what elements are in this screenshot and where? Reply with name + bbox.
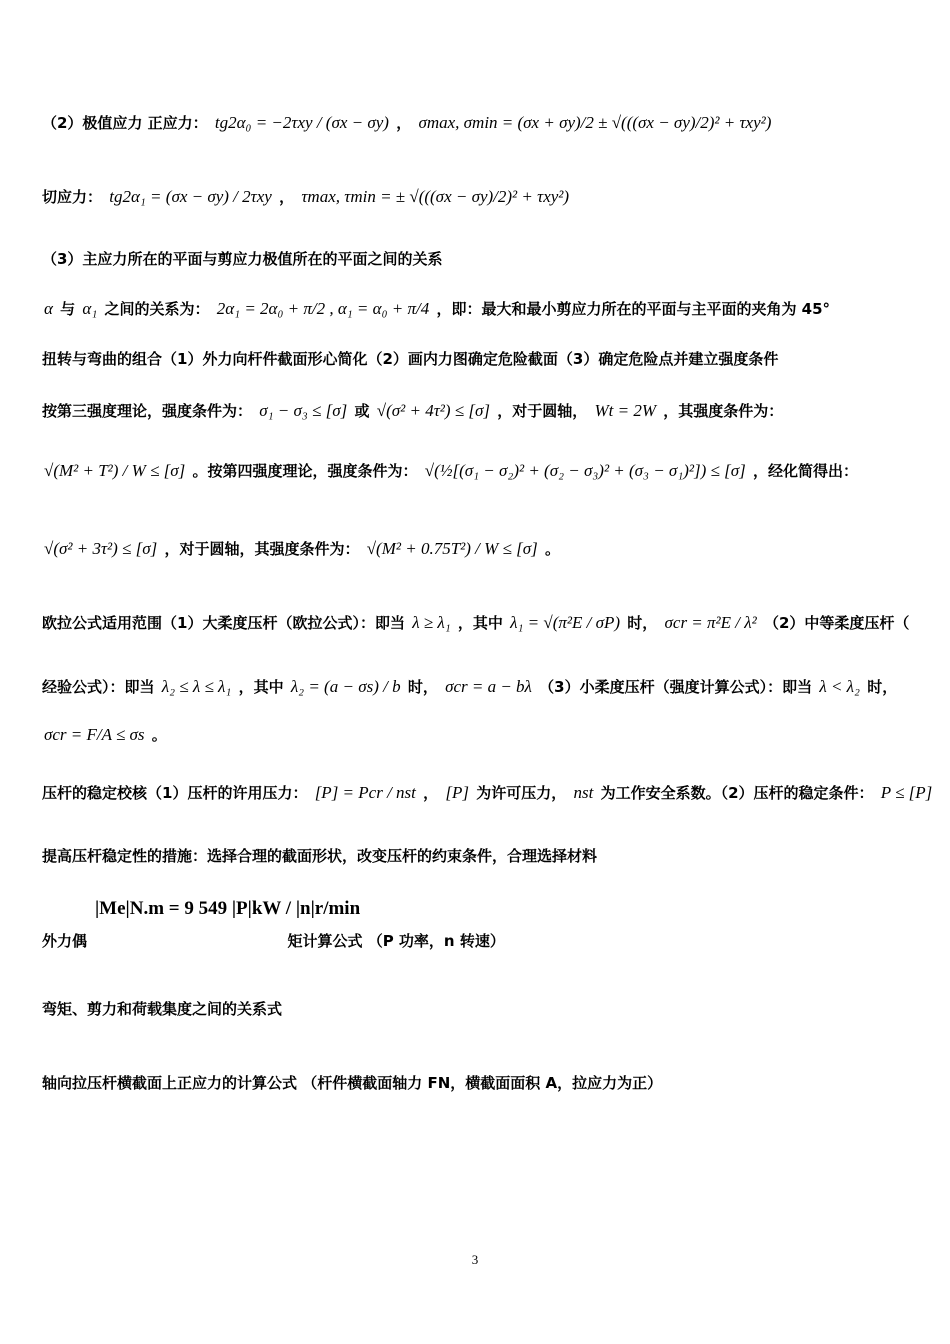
formula: α₁	[82, 299, 98, 318]
line-plane-relation-heading: （3）主应力所在的平面与剪应力极值所在的平面之间的关系	[42, 250, 443, 268]
formula: σcr = F/A ≤ σs	[44, 725, 145, 744]
formula: √(½[(σ₁ − σ₂)² + (σ₂ − σ₃)² + (σ₃ − σ₁)²]) ≤ [σ]	[424, 461, 746, 480]
formula: λ ≥ λ₁	[412, 613, 451, 632]
line-small-slenderness: σcr = F/A ≤ σs 。	[44, 725, 167, 744]
line-simplified: √(σ² + 3τ²) ≤ [σ] ，对于圆轴，其强度条件为： √(M² + 0.75T²) / W ≤ [σ] 。	[44, 539, 560, 558]
formula: λ₁ = √(π²E / σP)	[510, 613, 621, 632]
line-torsion-bending: 扭转与弯曲的组合（1）外力向杆件截面形心简化（2）画内力图确定危险截面（3）确定危险点并建立强度条件	[42, 350, 779, 368]
torque-formula: |Me|N.m = 9 549 |P|kW / |n|r/min	[95, 898, 361, 919]
formula: nst	[573, 783, 594, 802]
formula: σcr = a − bλ	[445, 677, 532, 696]
line-torque: 外力偶 矩计算公式 （P 功率，n 转速）	[42, 932, 505, 950]
formula: √(σ² + 3τ²) ≤ [σ]	[44, 539, 158, 558]
line-fourth-theory: √(M² + T²) / W ≤ [σ] 。按第四强度理论，强度条件为： √(½[(σ₁ − σ₂)² + (σ₂ − σ₃)² + (σ₃ − σ₁)²]) ≤ [σ] ，经化简得出：	[44, 461, 858, 480]
formula: α	[44, 299, 53, 318]
formula: √(σ² + 4τ²) ≤ [σ]	[376, 401, 490, 420]
formula: P ≤ [P]	[880, 783, 933, 802]
formula: σ₁ − σ₃ ≤ [σ]	[259, 401, 348, 420]
formula: tg2α₁ = (σx − σy) / 2τxy	[109, 187, 272, 206]
formula: tg2α₀ = −2τxy / (σx − σy)	[214, 113, 389, 132]
page-number: 3	[471, 1252, 479, 1267]
formula: λ < λ₂	[819, 677, 860, 696]
formula: τmax, τmin = ± √(((σx − σy)/2)² + τxy²)	[301, 187, 570, 206]
formula: [P] = Pcr / nst	[314, 783, 416, 802]
formula: σcr = π²E / λ²	[664, 613, 757, 632]
line-moment-shear-load: 弯矩、剪力和荷载集度之间的关系式	[42, 1000, 283, 1018]
line-extreme-stress: （2）极值应力 正应力： tg2α₀ = −2τxy / (σx − σy) ， σmax, σmin = (σx + σy)/2 ± √(((σx − σy)/2)² + τxy²)	[42, 113, 772, 132]
formula: √(M² + T²) / W ≤ [σ]	[44, 461, 186, 480]
line-stability-measures: 提高压杆稳定性的措施：选择合理的截面形状，改变压杆的约束条件，合理选择材料	[42, 847, 598, 865]
formula: [P]	[445, 783, 469, 802]
formula: √(M² + 0.75T²) / W ≤ [σ]	[366, 539, 538, 558]
line-shear-stress: 切应力： tg2α₁ = (σx − σy) / 2τxy ， τmax, τmin = ± √(((σx − σy)/2)² + τxy²)	[42, 187, 570, 206]
formula: 2α₁ = 2α₀ + π/2 , α₁ = α₀ + π/4	[216, 299, 430, 318]
line-empirical: 经验公式）：即当 λ₂ ≤ λ ≤ λ₁ ，其中 λ₂ = (a − σs) / b 时， σcr = a − bλ （3）小柔度压杆（强度计算公式）：即当 λ < λ₂ 时，	[42, 677, 898, 696]
formula: λ₂ = (a − σs) / b	[290, 677, 401, 696]
line-third-theory: 按第三强度理论，强度条件为： σ₁ − σ₃ ≤ [σ] 或 √(σ² + 4τ²) ≤ [σ] ，对于圆轴， Wt = 2W ，其强度条件为：	[42, 401, 784, 420]
line-axial-stress: 轴向拉压杆横截面上正应力的计算公式 （杆件横截面轴力 FN，横截面面积 A，拉应力为正）	[42, 1074, 663, 1092]
formula: λ₂ ≤ λ ≤ λ₁	[161, 677, 232, 696]
line-euler-range: 欧拉公式适用范围（1）大柔度压杆（欧拉公式）：即当 λ ≥ λ₁ ，其中 λ₁ = √(π²E / σP) 时， σcr = π²E / λ² （2）中等柔度压杆（	[42, 613, 910, 632]
line-stability-check: 压杆的稳定校核（1）压杆的许用压力： [P] = Pcr / nst ， [P] 为许可压力， nst 为工作安全系数。（2）压杆的稳定条件： P ≤ [P]	[42, 783, 933, 802]
formula: Wt = 2W	[594, 401, 656, 420]
formula: σmax, σmin = (σx + σy)/2 ± √(((σx − σy)/2)² + τxy²)	[418, 113, 772, 132]
line-alpha-relation: α 与 α₁ 之间的关系为： 2α₁ = 2α₀ + π/2 , α₁ = α₀ + π/4 ，即：最大和最小剪应力所在的平面与主平面的夹角为 45°	[44, 299, 831, 318]
